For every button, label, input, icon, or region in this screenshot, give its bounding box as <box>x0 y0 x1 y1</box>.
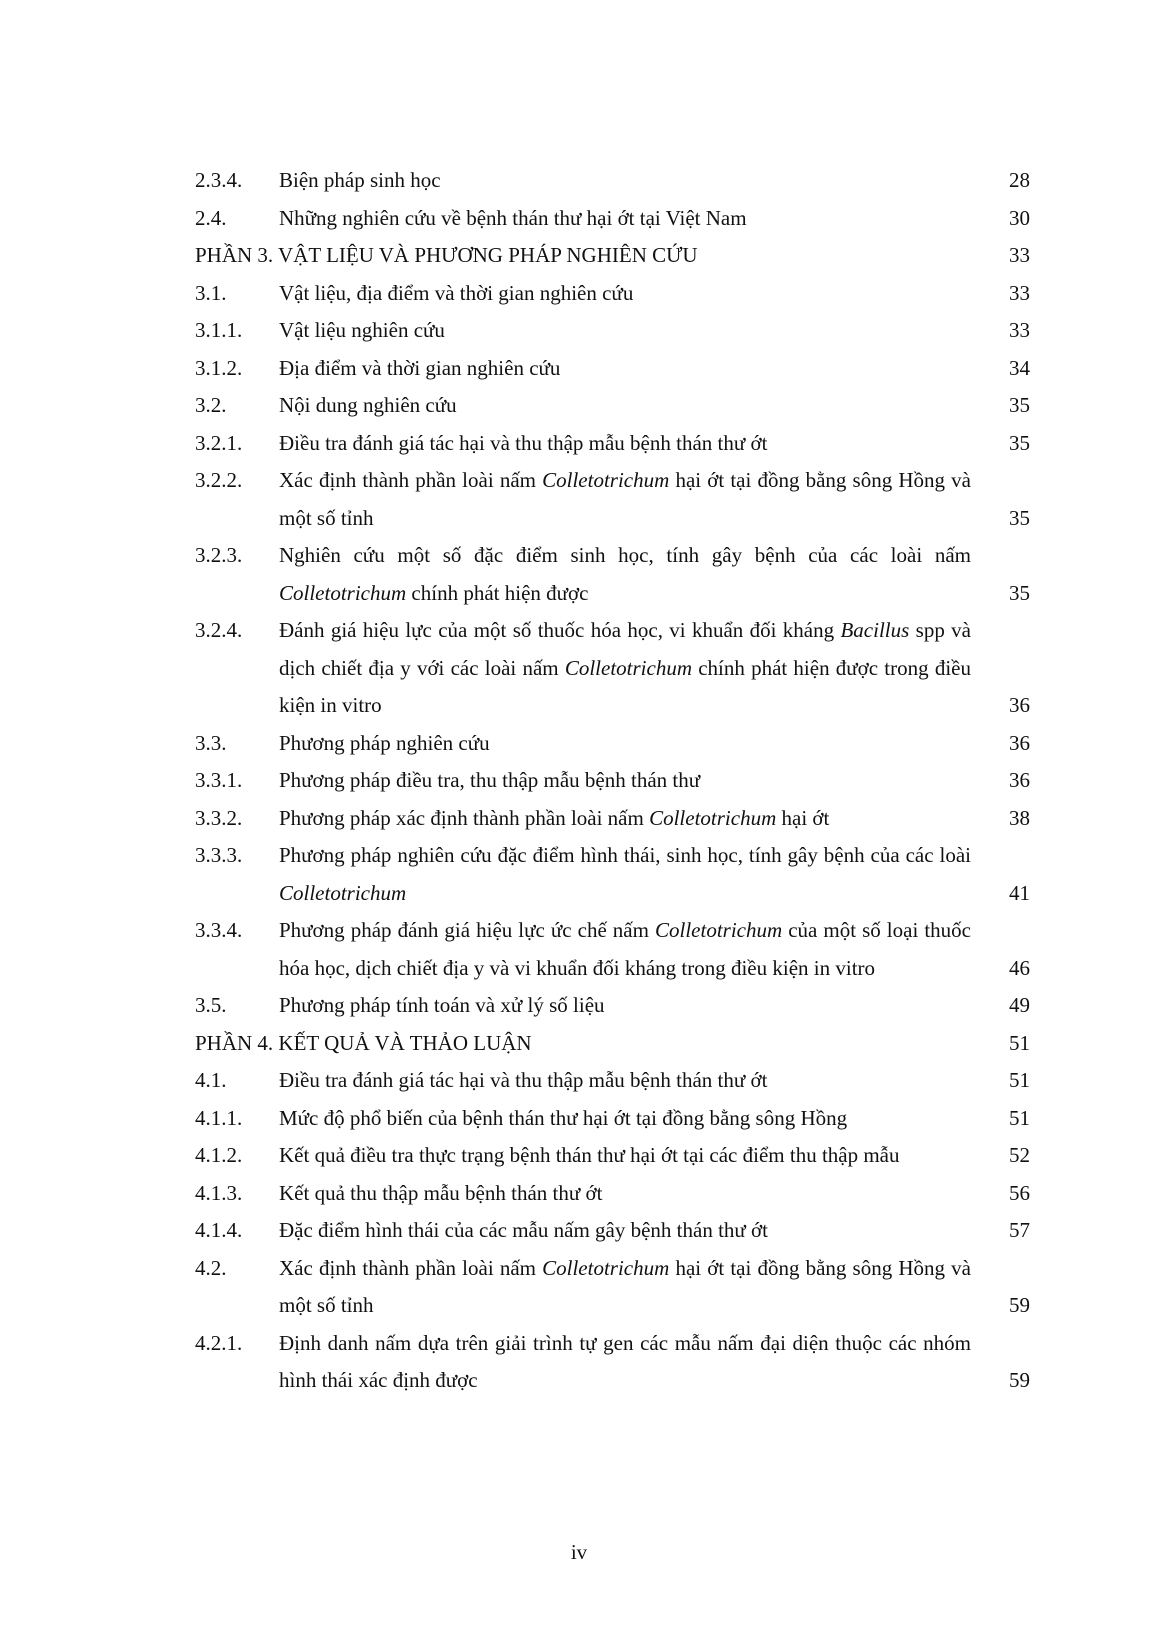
toc-entry-number: 2.4. <box>195 205 227 230</box>
toc-title-text: Vật liệu nghiên cứu <box>279 318 445 342</box>
toc-entry-number: 3.2. <box>195 393 227 417</box>
toc-entry-title <box>279 987 971 1025</box>
table-of-contents <box>195 162 1030 1400</box>
toc-entry-page: 33 <box>1009 318 1030 342</box>
toc-title-text: Phương pháp nghiên cứu đặc điểm hình thái, sinh học, tính gây bệnh của các loài <box>279 843 971 867</box>
toc-entry-page: 30 <box>1009 205 1030 230</box>
toc-title-text: Xác định thành phần loài nấm <box>279 468 543 492</box>
toc-entry <box>195 912 1030 987</box>
toc-entry-number: 3.1. <box>195 280 227 305</box>
toc-entry-number: 3.2.3. <box>195 543 243 567</box>
toc-entry-title <box>195 237 971 275</box>
toc-entry-page: 35 <box>1009 430 1030 455</box>
toc-title-text: Điều tra đánh giá tác hại và thu thập mẫu bệnh thán thư ớt <box>279 430 768 455</box>
toc-title-text: hại ớt tại đồng bằng sông Hồng và một số tỉnh <box>279 1255 971 1317</box>
toc-section-heading <box>195 237 1030 275</box>
toc-entry-page: 52 <box>1009 1143 1030 1167</box>
toc-entry-page: 51 <box>1009 1030 1030 1055</box>
toc-title-text: spp và dịch chiết địa y với các loài nấm <box>279 618 971 680</box>
toc-title-text: chính phát hiện được <box>406 580 589 605</box>
toc-entry <box>195 1325 1030 1400</box>
toc-entry-page: 35 <box>1009 580 1030 605</box>
toc-title-italic: Colletotrichum <box>542 468 670 492</box>
toc-title-text: Phương pháp xác định thành phần loài nấm <box>279 805 650 830</box>
toc-title-italic: Colletotrichum <box>279 880 407 905</box>
toc-title-italic: Colletotrichum <box>655 918 783 942</box>
toc-entry <box>195 1175 1030 1213</box>
toc-entry <box>195 462 1030 537</box>
toc-entry-page: 38 <box>1009 805 1030 830</box>
toc-title-text: Những nghiên cứu về bệnh thán thư hại ớt tại Việt Nam <box>279 205 747 230</box>
toc-entry-title <box>279 1100 971 1138</box>
toc-entry-title <box>279 200 971 238</box>
toc-entry-page: 33 <box>1009 280 1030 305</box>
toc-entry-number: 3.1.2. <box>195 355 243 380</box>
toc-entry <box>195 200 1030 238</box>
toc-entry <box>195 1100 1030 1138</box>
toc-entry-page: 59 <box>1009 1368 1030 1392</box>
toc-entry <box>195 762 1030 800</box>
toc-entry-title <box>279 1175 971 1213</box>
toc-entry-title <box>279 800 971 838</box>
toc-entry-number: 3.3.2. <box>195 805 243 830</box>
toc-entry-page: 36 <box>1009 693 1030 717</box>
toc-entry-title <box>279 837 971 912</box>
toc-entry-page: 57 <box>1009 1218 1030 1242</box>
toc-entry <box>195 387 1030 425</box>
toc-title-italic: Colletotrichum <box>279 580 407 605</box>
toc-entry-page: 46 <box>1009 955 1030 980</box>
page-number: iv <box>570 1540 588 1564</box>
toc-entry-number: 4.1.3. <box>195 1180 243 1205</box>
toc-section-heading <box>195 1025 1030 1063</box>
toc-entry-title <box>279 1062 971 1100</box>
toc-title-italic: Colletotrichum <box>564 655 692 680</box>
toc-entry-title <box>279 725 971 763</box>
toc-title-text: Điều tra đánh giá tác hại và thu thập mẫu bệnh thán thư ớt <box>279 1068 768 1092</box>
toc-entry-number: 3.2.2. <box>195 468 243 492</box>
toc-title-text: Xác định thành phần loài nấm <box>279 1255 543 1280</box>
toc-entry <box>195 800 1030 838</box>
toc-entry-number: 4.2.1. <box>195 1330 243 1355</box>
toc-title-text: hại ớt tại đồng bằng sông Hồng và một số tỉnh <box>279 468 971 530</box>
toc-entry-title <box>279 1250 971 1325</box>
toc-title-text: Phương pháp nghiên cứu <box>279 730 490 755</box>
toc-entry <box>195 725 1030 763</box>
toc-entry-title <box>279 912 971 987</box>
toc-entry <box>195 350 1030 388</box>
toc-entry-title <box>279 275 971 313</box>
toc-title-italic: Colletotrichum <box>542 1255 670 1280</box>
toc-title-text: Mức độ phổ biến của bệnh thán thư hại ớt tại đồng bằng sông Hồng <box>279 1105 848 1130</box>
toc-entry-page: 36 <box>1009 768 1030 792</box>
toc-title-text: Định danh nấm dựa trên giải trình tự gen các mẫu nấm đại diện thuộc các nhóm hình thái xác định được <box>279 1330 971 1392</box>
toc-entry-number: 3.1.1. <box>195 318 243 342</box>
toc-entry-number: 3.3. <box>195 730 227 755</box>
toc-entry-page: 41 <box>1009 880 1030 905</box>
toc-entry <box>195 425 1030 463</box>
toc-entry <box>195 1212 1030 1250</box>
toc-entry-page: 56 <box>1009 1180 1030 1205</box>
toc-entry-title <box>279 425 971 463</box>
toc-entry-title <box>279 537 971 612</box>
toc-entry-number: 4.1. <box>195 1068 227 1092</box>
toc-entry-number: 3.3.1. <box>195 768 243 792</box>
toc-entry-page: 51 <box>1009 1068 1030 1092</box>
toc-title-text: Nghiên cứu một số đặc điểm sinh học, tính gây bệnh của các loài nấm <box>279 543 971 567</box>
toc-entry-page: 49 <box>1009 993 1030 1017</box>
toc-entry-title <box>279 1325 971 1400</box>
toc-entry <box>195 1250 1030 1325</box>
toc-entry-number: 3.3.3. <box>195 843 243 867</box>
toc-entry-number: 4.1.4. <box>195 1218 243 1242</box>
toc-title-text: Đặc điểm hình thái của các mẫu nấm gây bệnh thán thư ớt <box>279 1218 768 1242</box>
toc-title-text: Kết quả thu thập mẫu bệnh thán thư ớt <box>279 1180 603 1205</box>
toc-title-text: Nội dung nghiên cứu <box>279 393 457 417</box>
toc-entry-page: 51 <box>1009 1105 1030 1130</box>
toc-title-text: PHẦN 4. KẾT QUẢ VÀ THẢO LUẬN <box>195 1030 532 1055</box>
toc-entry-number: 3.5. <box>195 993 227 1017</box>
toc-entry <box>195 275 1030 313</box>
toc-entry-page: 28 <box>1009 168 1030 192</box>
toc-title-text: Phương pháp điều tra, thu thập mẫu bệnh thán thư <box>279 768 701 792</box>
toc-title-text: Phương pháp tính toán và xử lý số liệu <box>279 993 605 1017</box>
toc-entry-page: 59 <box>1009 1293 1030 1317</box>
toc-entry-number: 3.2.4. <box>195 618 243 642</box>
toc-entry-number: 3.3.4. <box>195 918 243 942</box>
toc-entry-page: 34 <box>1009 355 1030 380</box>
toc-entry-title <box>195 1025 971 1063</box>
toc-entry <box>195 312 1030 350</box>
toc-title-text: Vật liệu, địa điểm và thời gian nghiên cứu <box>279 280 634 305</box>
toc-title-italic: Bacillus <box>840 618 910 642</box>
toc-title-text: Biện pháp sinh học <box>279 168 441 192</box>
toc-entry <box>195 1137 1030 1175</box>
toc-title-text: Địa điểm và thời gian nghiên cứu <box>279 355 561 380</box>
toc-title-text: Đánh giá hiệu lực của một số thuốc hóa học, vi khuẩn đối kháng <box>279 618 841 642</box>
toc-entry-page: 33 <box>1009 243 1030 267</box>
toc-entry-title <box>279 762 971 800</box>
toc-entry-number: 4.1.1. <box>195 1105 243 1130</box>
toc-entry-title <box>279 612 971 725</box>
toc-entry <box>195 162 1030 200</box>
toc-title-text: của một số loại thuốc hóa học, dịch chiết địa y và vi khuẩn đối kháng trong điều kiện in vitro <box>279 918 971 980</box>
toc-title-text: PHẦN 3. VẬT LIỆU VÀ PHƯƠNG PHÁP NGHIÊN CỨU <box>195 243 698 267</box>
toc-title-text: hại ớt <box>776 805 830 830</box>
toc-entry-number: 3.2.1. <box>195 430 243 455</box>
toc-entry-title <box>279 462 971 537</box>
toc-entry-number: 4.1.2. <box>195 1143 243 1167</box>
toc-entry <box>195 537 1030 612</box>
toc-entry-title <box>279 350 971 388</box>
toc-entry-title <box>279 312 971 350</box>
toc-entry <box>195 1062 1030 1100</box>
toc-entry-number: 4.2. <box>195 1255 227 1280</box>
toc-entry-page: 35 <box>1009 505 1030 530</box>
toc-title-text: Phương pháp đánh giá hiệu lực ức chế nấm <box>279 918 655 942</box>
toc-entry-page: 36 <box>1009 730 1030 755</box>
toc-title-text: chính phát hiện được trong điều kiện in vitro <box>279 655 971 717</box>
toc-entry-title <box>279 1212 971 1250</box>
toc-entry <box>195 837 1030 912</box>
toc-entry <box>195 987 1030 1025</box>
toc-entry <box>195 612 1030 725</box>
toc-entry-page: 35 <box>1009 393 1030 417</box>
toc-entry-title <box>279 387 971 425</box>
toc-entry-title <box>279 1137 971 1175</box>
toc-title-text: Kết quả điều tra thực trạng bệnh thán thư hại ớt tại các điểm thu thập mẫu <box>279 1143 900 1167</box>
toc-title-italic: Colletotrichum <box>649 805 777 830</box>
toc-entry-number: 2.3.4. <box>195 168 243 192</box>
toc-entry-title <box>279 162 971 200</box>
